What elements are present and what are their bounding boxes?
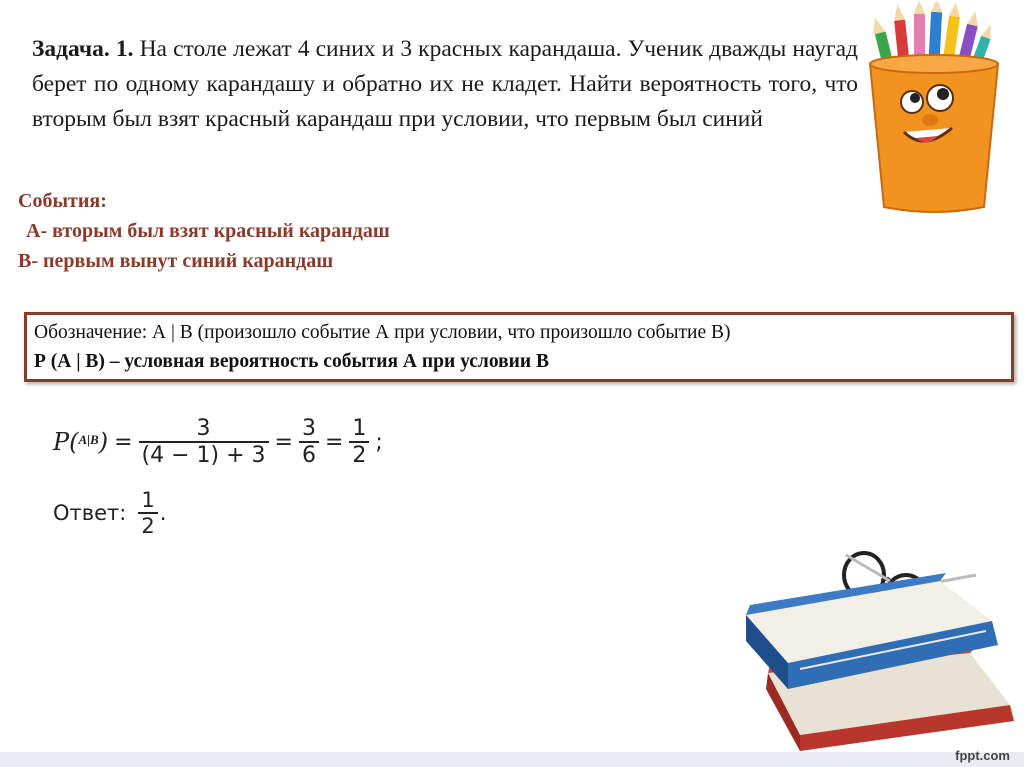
formula-eq2: = bbox=[274, 429, 293, 455]
notation-line-1: Обозначение: А | В (произошло событие А при условии, что произошло событие В) bbox=[34, 322, 731, 343]
answer-end: . bbox=[159, 501, 167, 525]
fraction-1 bbox=[139, 416, 269, 468]
books-icon bbox=[740, 565, 1024, 755]
answer-den: 2 bbox=[138, 512, 157, 538]
events-block bbox=[18, 186, 390, 276]
fraction-1-den: (4 − 1) + 3 bbox=[139, 441, 269, 468]
footer-bar bbox=[0, 752, 1024, 767]
answer-fraction bbox=[138, 488, 157, 538]
problem-label: Задача. 1. bbox=[32, 36, 134, 62]
fraction-1-num: 3 bbox=[196, 416, 211, 441]
fraction-2-num: 3 bbox=[301, 416, 316, 441]
notation-line-2: Р (А | В) – условная вероятность события А при условии В bbox=[34, 351, 549, 372]
events-title: События: bbox=[18, 190, 107, 212]
fraction-3-num: 1 bbox=[352, 416, 367, 441]
probability-formula bbox=[53, 416, 383, 468]
formula-p: P($^{А|В}$) bbox=[53, 428, 109, 456]
answer-block bbox=[53, 488, 166, 538]
problem-statement bbox=[32, 32, 858, 137]
answer-num: 1 bbox=[141, 488, 155, 512]
notation-box bbox=[24, 312, 1014, 382]
fraction-3-den: 2 bbox=[349, 441, 369, 468]
event-b: В- первым вынут синий карандаш bbox=[18, 250, 334, 272]
formula-ab: А|В bbox=[78, 432, 99, 447]
pencil-cup-icon bbox=[860, 2, 1010, 217]
fraction-2 bbox=[299, 416, 319, 468]
fraction-2-den: 6 bbox=[299, 441, 319, 468]
formula-eq3: = bbox=[324, 429, 344, 455]
fppt-logo: fppt.com bbox=[955, 748, 1010, 763]
formula-eq1: = bbox=[114, 429, 133, 455]
problem-text: На столе лежат 4 синих и 3 красных карандаша. Ученик дважды наугад берет по одному карандашу и обратно их не кладет. Найти вероятность того, что вторым был взят красный карандаш при условии, что первым был синий bbox=[32, 36, 858, 132]
formula-end: ; bbox=[375, 429, 383, 455]
answer-label: Ответ: bbox=[53, 501, 127, 525]
fraction-3 bbox=[349, 416, 369, 468]
event-a: А- вторым был взят красный карандаш bbox=[26, 220, 390, 242]
